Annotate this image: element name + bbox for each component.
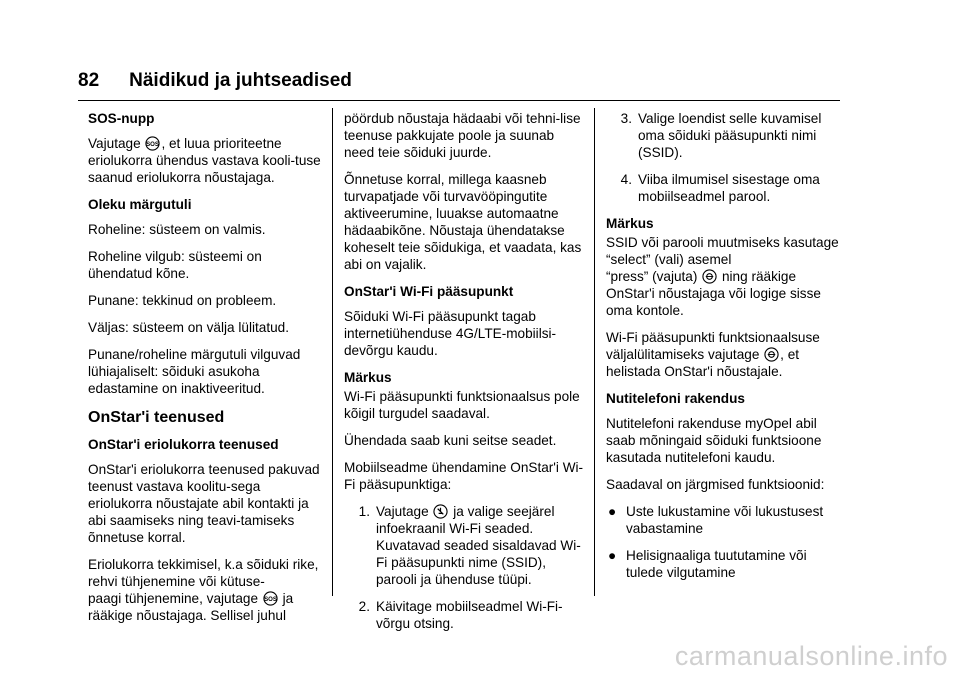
emergency-paragraph-2: Eriolukorra tekkimisel, k.a sõiduki rike, rehvi tühjenemine või kütuse- <box>88 557 319 589</box>
list-item <box>606 503 846 537</box>
list-item <box>606 171 846 205</box>
list-item <box>606 547 846 581</box>
sos-text-pre: Vajutage <box>88 136 141 151</box>
svg-text:SOS: SOS <box>263 595 277 603</box>
wifi-off-text-post: , et helistada OnStar'i nõustajale. <box>606 347 800 379</box>
page-title: Näidikud ja juhtseadised <box>129 70 352 91</box>
note-heading: Märkus <box>606 216 654 231</box>
column-2 <box>344 110 584 642</box>
step-number: 2. <box>358 599 370 614</box>
wifi-steps-list-cont <box>606 110 846 205</box>
emergency-text-pre: paagi tühjenemine, vajutage <box>88 591 259 606</box>
bullet: ● <box>608 548 617 563</box>
wifi-paragraph-3: Mobiilseadme ühendamine OnStar'i Wi-Fi pääsupunktiga: <box>344 460 584 492</box>
bullet-text: Uste lukustamine või lukustusest vabastamine <box>626 504 824 536</box>
list-item <box>606 110 846 161</box>
step-text: Viiba ilmumisel sisestage oma mobiilseadmel parool. <box>638 172 820 204</box>
wifi-heading: OnStar'i Wi-Fi pääsupunkt <box>344 284 514 299</box>
features-list <box>606 503 846 581</box>
wifi-off-text-pre: Wi-Fi pääsupunkti funktsionaalsuse väljalülitamiseks vajutage <box>606 330 820 362</box>
column-divider-1 <box>332 108 333 596</box>
indicator-1: Roheline: süsteem on valmis. <box>88 222 266 237</box>
bullet: ● <box>608 504 617 519</box>
wifi-paragraph-1: Sõiduki Wi-Fi pääsupunkt tagab internetiühenduse 4G/LTE-mobiilsi-devõrgu kaudu. <box>344 309 557 358</box>
step-text: Käivitage mobiilseadmel Wi-Fi-võrgu otsing. <box>376 599 563 631</box>
wifi-steps-list <box>344 503 584 632</box>
col2-paragraph-1: pöördub nõustaja hädaabi või tehni-lise teenuse pakkujate poole ja suunab need teie sõiduki juurde. <box>344 111 581 160</box>
list-item <box>344 598 584 632</box>
wifi-off-paragraph <box>606 329 846 380</box>
note-paragraph-2 <box>606 268 846 319</box>
note-paragraph-1: SSID või parooli muutmiseks kasutage “select” (vali) asemel <box>606 235 839 267</box>
note-text: Wi-Fi pääsupunkti funktsionaalsus pole kõigil turgudel saadaval. <box>344 389 580 421</box>
indicator-2: Roheline vilgub: süsteemi on ühendatud kõne. <box>88 249 262 281</box>
column-1 <box>88 110 324 624</box>
bullet-text: Helisignaaliga tuututamine või tulede vilgutamine <box>626 548 807 580</box>
emergency-paragraph-1: OnStar'i eriolukorra teenused pakuvad teenust vastava koolitu-sega eriolukorra nõustajate abil kontakti ja abi saamiseks ning teavi-tamiseks õnnetuse korral. <box>88 462 320 545</box>
onstar-voice-icon <box>433 504 448 519</box>
step-number: 3. <box>620 111 632 126</box>
note-text-post: ning rääkige OnStar'i nõustajaga või logige sisse oma kontole. <box>606 269 821 318</box>
note-heading: Märkus <box>344 370 392 385</box>
column-3 <box>606 110 846 591</box>
header-rule <box>78 100 840 101</box>
emergency-heading: OnStar'i eriolukorra teenused <box>88 437 279 452</box>
services-heading: OnStar'i teenused <box>88 409 225 426</box>
svg-text:SOS: SOS <box>146 140 160 148</box>
wifi-paragraph-2: Ühendada saab kuni seitse seadet. <box>344 433 557 448</box>
sos-heading: SOS-nupp <box>88 111 155 126</box>
sos-paragraph <box>88 135 324 186</box>
phone-paragraph-2: Saadaval on järgmised funktsioonid: <box>606 477 825 492</box>
sos-icon <box>263 591 278 606</box>
list-item <box>344 503 584 588</box>
phone-heading: Nutitelefoni rakendus <box>606 391 745 406</box>
sos-icon <box>145 136 160 151</box>
emergency-text-post: ja rääkige nõustajaga. Sellisel juhul <box>88 591 294 623</box>
page-number: 82 <box>78 70 100 91</box>
step1-text-post: ja valige seejärel infoekraanil Wi-Fi seaded. Kuvatavad seaded sisaldavad Wi-Fi pääsupunkti nime (SSID), parooli ja ühenduse tüüpi. <box>376 504 581 587</box>
indicator-5: Punane/roheline märgutuli vilguvad lühiajaliselt: sõiduki asukoha edastamine on inaktiveeritud. <box>88 347 301 396</box>
onstar-icon <box>702 269 717 284</box>
step-number: 4. <box>620 172 632 187</box>
sos-text-post: , et luua prioriteetne <box>161 136 282 151</box>
step-number: 1. <box>358 504 370 519</box>
sos-text-cont: eriolukorra ühendus vastava kooli-tuse saanud eriolukorra nõustajaga. <box>88 153 321 185</box>
emergency-paragraph-3 <box>88 590 324 624</box>
phone-paragraph-1: Nutitelefoni rakenduse myOpel abil saab mõningaid sõiduki funktsioone kasutada nutitelefoni kaudu. <box>606 416 822 465</box>
onstar-icon <box>764 347 779 362</box>
indicator-3: Punane: tekkinud on probleem. <box>88 293 277 308</box>
page-header <box>78 70 352 92</box>
note-text-pre: “press” (vajuta) <box>606 269 698 284</box>
col2-paragraph-2: Õnnetuse korral, millega kaasneb turvapatjade või turvavööpingutite aktiveerumine, luuakse automaatne hädaabikõne. Nõustaja ühendatakse koheselt teie sõidukiga, et vaadata, kas abi on vajalik. <box>344 172 582 272</box>
step1-text-pre: Vajutage <box>376 504 429 519</box>
watermark: carmanualsonline.info <box>674 641 948 671</box>
indicator-4: Väljas: süsteem on välja lülitatud. <box>88 320 289 335</box>
indicator-heading: Oleku märgutuli <box>88 197 192 212</box>
column-divider-2 <box>594 108 595 596</box>
step-text: Valige loendist selle kuvamisel oma sõiduki pääsupunkti nimi (SSID). <box>638 111 822 160</box>
step-text <box>376 503 584 588</box>
